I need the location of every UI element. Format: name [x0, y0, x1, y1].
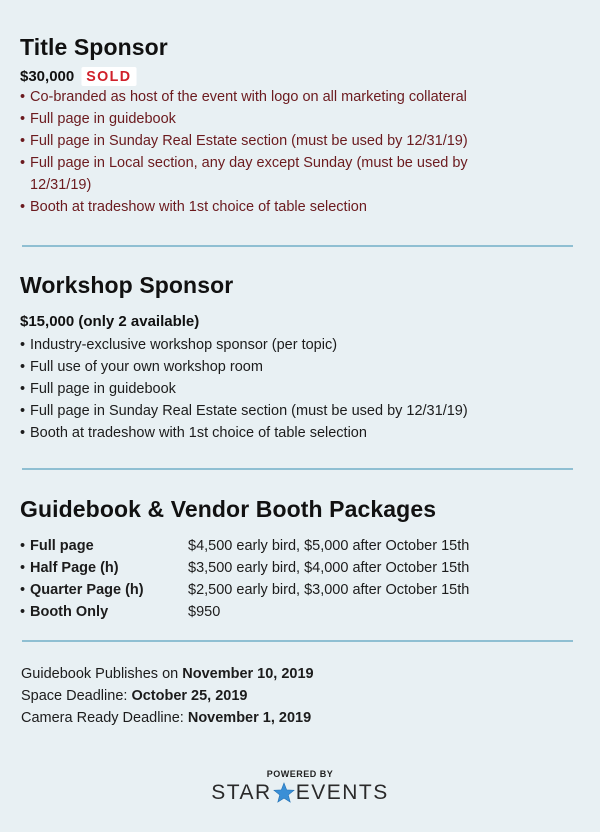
title-sponsor-price-line: [20, 67, 576, 86]
deadlines: [21, 663, 577, 729]
footer: [0, 769, 600, 805]
divider: [22, 245, 573, 247]
list-item: • Booth at tradeshow with 1st choice of table selection: [20, 425, 367, 441]
title-sponsor-price: $30,000: [20, 68, 75, 85]
powered-by-label: POWERED BY: [266, 769, 334, 779]
workshop-sponsor-bullets: [20, 334, 576, 444]
list-item: • Full page in guidebook: [20, 111, 176, 127]
table-row: • Half Page (h) $3,500 early bird, $4,000 after October 15th: [20, 560, 470, 576]
list-item: • Industry-exclusive workshop sponsor (per topic): [20, 337, 338, 353]
star-icon: [273, 782, 295, 804]
workshop-sponsor-price: $15,000 (only 2 available): [20, 313, 200, 330]
packages-table: [20, 535, 576, 623]
camera-ready-deadline: Camera Ready Deadline: November 1, 2019: [21, 710, 312, 726]
list-item: • Co-branded as host of the event with logo on all marketing collateral: [20, 89, 467, 105]
title-sponsor-section: [20, 34, 576, 218]
list-item: • Full use of your own workshop room: [20, 359, 263, 375]
title-sponsor-bullets: [20, 86, 576, 218]
brand-right: EVENTS: [295, 781, 389, 804]
star-events-logo: [211, 781, 388, 805]
table-row: • Quarter Page (h) $2,500 early bird, $3,000 after October 15th: [20, 582, 470, 598]
brand-left: STAR: [211, 781, 272, 804]
divider: [22, 640, 573, 642]
table-row: • Booth Only $950: [20, 604, 221, 620]
divider: [22, 468, 573, 470]
list-item: • Full page in guidebook: [20, 381, 176, 397]
guidebook-publish-date: Guidebook Publishes on November 10, 2019: [21, 666, 314, 682]
space-deadline: Space Deadline: October 25, 2019: [21, 688, 248, 704]
table-row: • Full page $4,500 early bird, $5,000 after October 15th: [20, 538, 470, 554]
list-item: • Full page in Sunday Real Estate section (must be used by 12/31/19): [20, 403, 468, 419]
title-sponsor-heading: Title Sponsor: [20, 34, 168, 60]
list-item: • Full page in Local section, any day except Sunday (must be used by 12/31/19): [20, 155, 468, 193]
list-item: • Full page in Sunday Real Estate section (must be used by 12/31/19): [20, 133, 468, 149]
packages-heading: Guidebook & Vendor Booth Packages: [20, 496, 437, 522]
workshop-sponsor-heading: Workshop Sponsor: [20, 272, 234, 298]
sold-badge: SOLD: [82, 67, 137, 86]
list-item: • Booth at tradeshow with 1st choice of table selection: [20, 199, 367, 215]
workshop-sponsor-section: [20, 272, 576, 444]
packages-section: [20, 496, 576, 623]
